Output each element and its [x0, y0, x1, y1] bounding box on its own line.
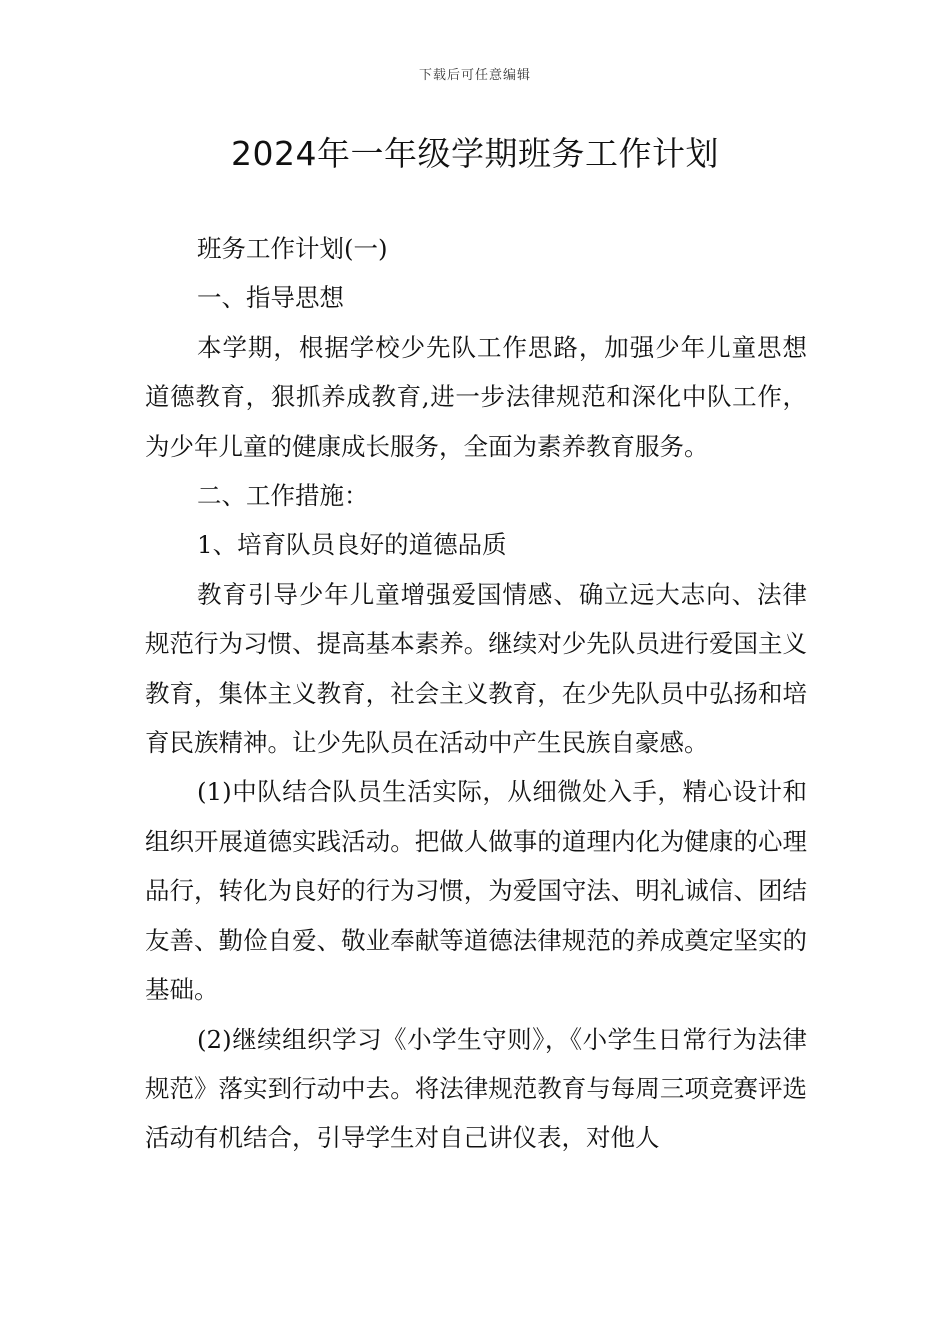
- paragraph-item-1: (1)中队结合队员生活实际，从细微处入手，精心设计和组织开展道德实践活动。把做人做事的道理内化为健康的心理品行，转化为良好的行为习惯，为爱国守法、明礼诚信、团结友善、勤俭自爱、敬业奉献等道德法律规范的养成奠定坚实的基础。: [145, 777, 807, 1005]
- section-heading-measures: 二、工作措施：: [197, 481, 369, 511]
- document-body: [145, 224, 807, 1163]
- section-heading-plan: 班务工作计划(一): [197, 234, 388, 263]
- paragraph-item-2: (2)继续组织学习《小学生守则》，《小学生日常行为法律规范》落实到行动中去。将法律规范教育与每周三项竞赛评选活动有机结合，引导学生对自己讲仪表，对他人: [145, 1024, 807, 1153]
- document-title: 2024年一年级学期班务工作计划: [231, 134, 719, 173]
- paragraph-moral-education: 教育引导少年儿童增强爱国情感、确立远大志向、法律规范行为习惯、提高基本素养。继续对少先队员进行爱国主义教育，集体主义教育，社会主义教育，在少先队员中弘扬和培育民族精神。让少先队员在活动中产生民族自豪感。: [145, 579, 807, 758]
- subheading-moral-quality: 1、培育队员良好的道德品质: [197, 530, 507, 560]
- header-note: 下载后可任意编辑: [418, 68, 531, 83]
- paragraph-guiding-thought: 本学期，根据学校少先队工作思路，加强少年儿童思想道德教育，狠抓养成教育,进一步法律规范和深化中队工作，为少年儿童的健康成长服务，全面为素养教育服务。: [145, 332, 807, 461]
- section-heading-guiding-thought: 一、指导思想: [197, 283, 344, 313]
